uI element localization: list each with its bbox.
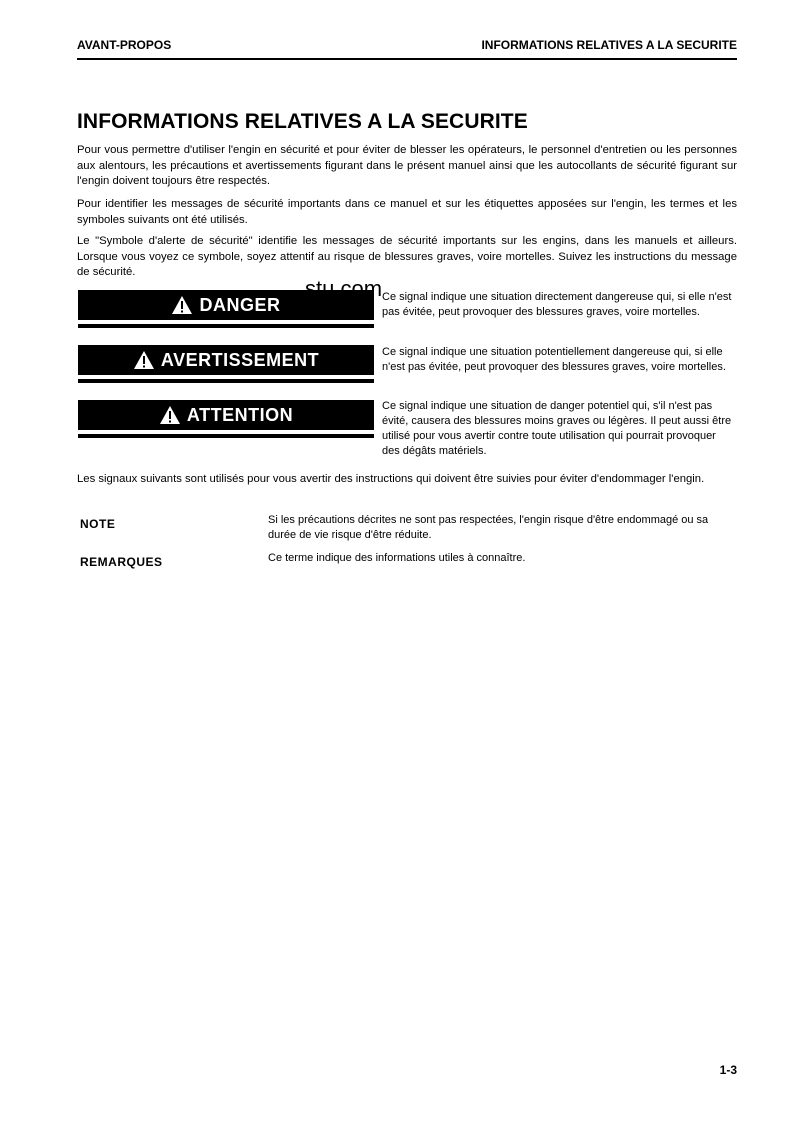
watermark: stu.com — [305, 276, 383, 301]
signal-underline — [78, 324, 374, 328]
signal-label-box — [78, 345, 374, 375]
warning-triangle-icon — [171, 295, 193, 315]
signal-description-attention: Ce signal indique une situation de danger potentiel qui, s'il n'est pas évité, causera des blessures moins graves ou légères. Il peut aussi être utilisé pour vous avertir contre toute utilisation qui pourrait provoquer des dégâts matériels. — [382, 400, 732, 457]
warning-triangle-icon — [133, 350, 155, 370]
intro-paragraph-2: Pour identifier les messages de sécurité importants dans ce manuel et sur les étiquettes apposées sur l'engin, les termes et les symboles suivants ont été utilisés. — [77, 198, 737, 226]
term-remarques: REMARQUES — [80, 555, 163, 569]
signal-attention — [78, 400, 374, 438]
signal-avertissement — [78, 345, 374, 383]
term-remarques-description: Ce terme indique des informations utiles à connaître. — [268, 552, 526, 564]
page-title: INFORMATIONS RELATIVES A LA SECURITE — [77, 110, 528, 133]
term-note: NOTE — [80, 517, 116, 531]
intro-paragraph-1: Pour vous permettre d'utiliser l'engin en sécurité et pour éviter de blesser les opérateurs, le personnel d'entretien ou les personnes aux alentours, les précautions et avertissements figurant dans le présent manuel ainsi que les autocollants de sécurité figurant sur l'engin doivent toujours être respectés. — [77, 144, 737, 187]
signal-underline — [78, 379, 374, 383]
header-chapter-title: INFORMATIONS RELATIVES A LA SECURITE — [481, 38, 737, 52]
damage-intro-paragraph: Les signaux suivants sont utilisés pour vous avertir des instructions qui doivent être suivies pour éviter d'endommager l'engin. — [77, 473, 705, 485]
intro-paragraph-3: Le "Symbole d'alerte de sécurité" identifie les messages de sécurité importants sur les engins, dans les manuels et ailleurs. Lorsque vous voyez ce symbole, soyez attentif au risque de blessures graves, voire mortelles. Suivez les instructions du message de sécurité. — [77, 235, 737, 278]
signal-description-danger: Ce signal indique une situation directement dangereuse qui, si elle n'est pas évitée, peut provoquer des blessures graves, voire mortelles. — [382, 291, 732, 318]
warning-triangle-icon — [159, 405, 181, 425]
signal-underline — [78, 434, 374, 438]
signal-label: AVERTISSEMENT — [160, 349, 320, 370]
signal-label-box — [78, 400, 374, 430]
page-number: 1-3 — [719, 1063, 737, 1077]
signal-label: ATTENTION — [186, 404, 294, 425]
term-note-description: Si les précautions décrites ne sont pas respectées, l'engin risque d'être endommagé ou sa durée de vie risque d'être réduite. — [268, 514, 709, 541]
header-section-title: AVANT-PROPOS — [77, 38, 172, 52]
page-header — [77, 38, 737, 60]
signal-description-avertissement: Ce signal indique une situation potentiellement dangereuse qui, si elle n'est pas évitée, peut provoquer des blessures graves, voire mortelles. — [382, 346, 726, 373]
signal-label: DANGER — [199, 294, 281, 315]
